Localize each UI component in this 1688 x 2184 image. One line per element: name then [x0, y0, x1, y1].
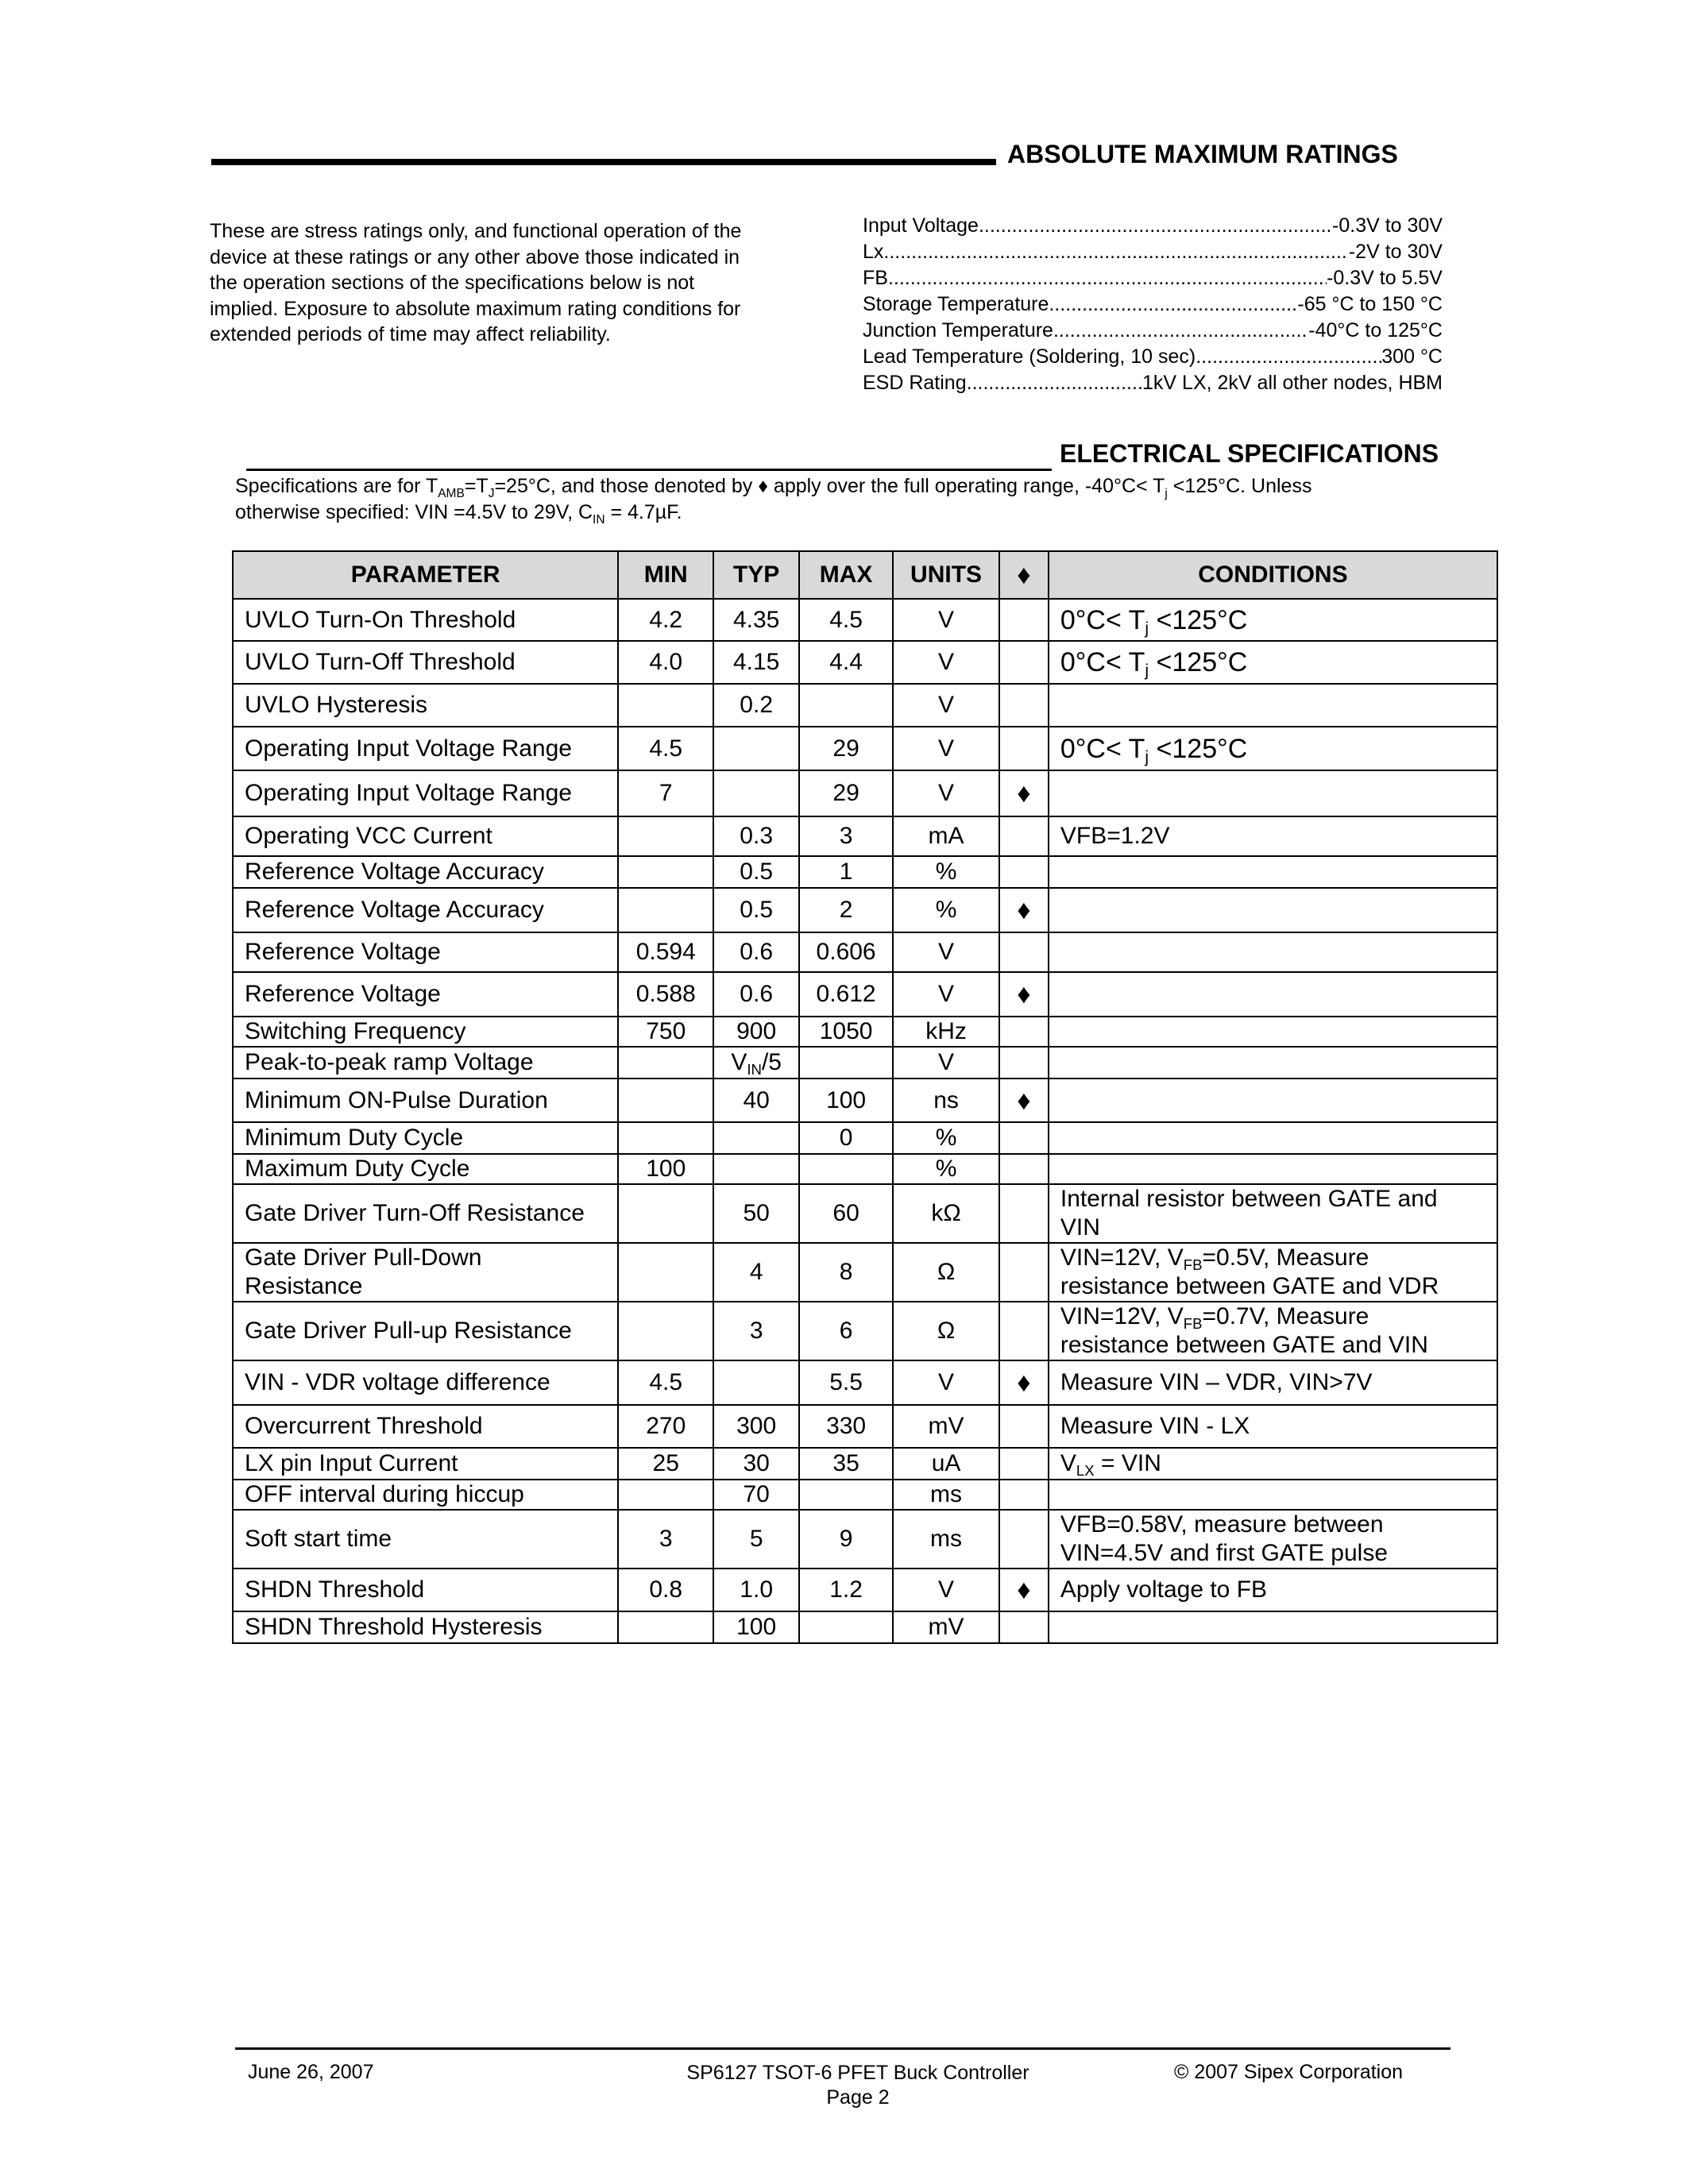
cell-max: 0.612 [799, 972, 893, 1017]
col-header-parameter: PARAMETER [233, 551, 618, 599]
cell-units: V [893, 684, 999, 727]
cell-param: Reference Voltage [233, 972, 618, 1017]
cell-max [799, 1611, 893, 1643]
cell-typ: 0.6 [713, 932, 799, 972]
cell-max: 4.5 [799, 599, 893, 641]
cell-typ: 0.3 [713, 816, 799, 856]
rating-value: 300 °C [1381, 345, 1443, 368]
cell-param: SHDN Threshold Hysteresis [233, 1611, 618, 1643]
rating-value: 1kV LX, 2kV all other nodes, HBM [1142, 372, 1443, 394]
rating-row [863, 344, 1443, 370]
cell-units: V [893, 1569, 999, 1611]
cell-max [799, 684, 893, 727]
cell-param: Gate Driver Turn-Off Resistance [233, 1184, 618, 1243]
cell-conditions [1049, 1480, 1497, 1510]
amr-title: ABSOLUTE MAXIMUM RATINGS [1007, 140, 1398, 168]
cell-typ: 900 [713, 1017, 799, 1047]
col-header-diamond: ♦ [999, 551, 1049, 599]
cell-units: ms [893, 1480, 999, 1510]
table-row [233, 1448, 1497, 1480]
cell-min: 270 [618, 1405, 713, 1448]
cell-min [618, 856, 713, 888]
cell-param: SHDN Threshold [233, 1569, 618, 1611]
cell-units: ms [893, 1510, 999, 1569]
ratings-list [863, 213, 1443, 396]
cell-param: Gate Driver Pull-up Resistance [233, 1302, 618, 1360]
cell-max [799, 1154, 893, 1184]
cell-typ: 0.5 [713, 856, 799, 888]
cell-diamond: ♦ [999, 1569, 1049, 1611]
cell-min [618, 1611, 713, 1643]
cell-diamond [999, 1184, 1049, 1243]
cell-conditions [1049, 856, 1497, 888]
cell-typ: 300 [713, 1405, 799, 1448]
cell-conditions: VFB=0.58V, measure between VIN=4.5V and first GATE pulse [1049, 1510, 1497, 1569]
rating-value: -65 °C to 150 °C [1297, 293, 1443, 315]
cell-min: 4.2 [618, 599, 713, 641]
cell-max: 60 [799, 1184, 893, 1243]
cell-units: V [893, 641, 999, 684]
cell-units: % [893, 1154, 999, 1184]
cell-param: UVLO Turn-Off Threshold [233, 641, 618, 684]
cell-typ [713, 1360, 799, 1405]
cell-max: 0.606 [799, 932, 893, 972]
section-rule [211, 159, 996, 165]
stress-line: the operation sections of the specifications below is not [210, 272, 695, 294]
cell-param: Operating Input Voltage Range [233, 727, 618, 770]
table-row [233, 727, 1497, 770]
cell-conditions: Apply voltage to FB [1049, 1569, 1497, 1611]
cell-min: 7 [618, 770, 713, 816]
cell-diamond [999, 1243, 1049, 1302]
cell-diamond [999, 1448, 1049, 1480]
cell-max: 1.2 [799, 1569, 893, 1611]
table-row [233, 1047, 1497, 1078]
cell-conditions: VIN=12V, $V_{FB}=0.7V$, Measure resistance between GATE and VIN [1049, 1302, 1497, 1360]
table-row [233, 1078, 1497, 1122]
cell-param: Maximum Duty Cycle [233, 1154, 618, 1184]
cell-units: V [893, 770, 999, 816]
cell-diamond [999, 599, 1049, 641]
cell-max: 5.5 [799, 1360, 893, 1405]
cell-diamond [999, 641, 1049, 684]
table-row [233, 932, 1497, 972]
cell-typ [713, 1122, 799, 1154]
cell-max: 0 [799, 1122, 893, 1154]
cell-typ: 5 [713, 1510, 799, 1569]
cell-diamond [999, 1480, 1049, 1510]
rating-label: Junction Temperature [863, 319, 1053, 341]
spec-table [232, 550, 1498, 1644]
cell-conditions: $0^\circ C< T_j <125^\circ C$ [1049, 599, 1497, 641]
cell-min: 0.8 [618, 1569, 713, 1611]
cell-param: Peak-to-peak ramp Voltage [233, 1047, 618, 1078]
cell-min: 4.5 [618, 1360, 713, 1405]
cell-max: 9 [799, 1510, 893, 1569]
cell-typ: 50 [713, 1184, 799, 1243]
stress-note [210, 218, 813, 348]
cell-param: Reference Voltage Accuracy [233, 856, 618, 888]
rating-label: FB [863, 267, 888, 289]
cell-max: 4.4 [799, 641, 893, 684]
cell-conditions [1049, 770, 1497, 816]
cell-units: Ω [893, 1243, 999, 1302]
table-row [233, 770, 1497, 816]
cell-param: Soft start time [233, 1510, 618, 1569]
cell-units: ns [893, 1078, 999, 1122]
cell-typ: 0.6 [713, 972, 799, 1017]
cell-min [618, 816, 713, 856]
cell-max: 1050 [799, 1017, 893, 1047]
cell-typ: $V_{IN}/5$ [713, 1047, 799, 1078]
cell-param: Switching Frequency [233, 1017, 618, 1047]
cell-units: mV [893, 1611, 999, 1643]
table-row [233, 856, 1497, 888]
cell-units: kHz [893, 1017, 999, 1047]
cell-conditions [1049, 972, 1497, 1017]
table-row [233, 1360, 1497, 1405]
rating-label: Input Voltage [863, 214, 979, 237]
cell-diamond [999, 1122, 1049, 1154]
cell-units: V [893, 1047, 999, 1078]
cell-conditions: VFB=1.2V [1049, 816, 1497, 856]
cell-diamond [999, 1302, 1049, 1360]
cell-conditions [1049, 1078, 1497, 1122]
cell-param: VIN - VDR voltage difference [233, 1360, 618, 1405]
cell-min: 3 [618, 1510, 713, 1569]
table-row [233, 1017, 1497, 1047]
cell-diamond [999, 856, 1049, 888]
cell-max: 35 [799, 1448, 893, 1480]
rating-row [863, 370, 1443, 396]
cell-diamond [999, 1611, 1049, 1643]
cell-param: OFF interval during hiccup [233, 1480, 618, 1510]
cell-diamond [999, 1154, 1049, 1184]
cell-max: 3 [799, 816, 893, 856]
cell-max: 8 [799, 1243, 893, 1302]
cell-units: mA [893, 816, 999, 856]
cell-min: 4.5 [618, 727, 713, 770]
cell-min [618, 1047, 713, 1078]
cell-conditions: VIN=12V, $V_{FB}=0.5V$, Measure resistance between GATE and VDR [1049, 1243, 1497, 1302]
cell-param: Minimum ON-Pulse Duration [233, 1078, 618, 1122]
cell-units: V [893, 932, 999, 972]
rating-value: -0.3V to 5.5V [1327, 267, 1443, 289]
cell-param: UVLO Hysteresis [233, 684, 618, 727]
cell-units: V [893, 727, 999, 770]
cell-diamond: ♦ [999, 888, 1049, 932]
cell-param: UVLO Turn-On Threshold [233, 599, 618, 641]
cell-typ [713, 727, 799, 770]
cell-min [618, 888, 713, 932]
cell-max: 29 [799, 770, 893, 816]
col-header-units: UNITS [893, 551, 999, 599]
cell-typ: 30 [713, 1448, 799, 1480]
cell-max: 330 [799, 1405, 893, 1448]
cell-units: % [893, 1122, 999, 1154]
cell-diamond [999, 1017, 1049, 1047]
rating-value: -0.3V to 30V [1332, 214, 1443, 237]
cell-conditions [1049, 1047, 1497, 1078]
table-row [233, 1184, 1497, 1243]
cell-conditions: Measure VIN - LX [1049, 1405, 1497, 1448]
rating-row [863, 318, 1443, 344]
cell-conditions [1049, 1122, 1497, 1154]
cell-conditions [1049, 684, 1497, 727]
cell-typ [713, 1154, 799, 1184]
cell-typ: 100 [713, 1611, 799, 1643]
cell-diamond: ♦ [999, 1078, 1049, 1122]
footer-date: June 26, 2007 [248, 2061, 374, 2083]
cell-min: 4.0 [618, 641, 713, 684]
cell-min [618, 1302, 713, 1360]
cell-typ: 4.15 [713, 641, 799, 684]
table-row [233, 1122, 1497, 1154]
cell-units: V [893, 1360, 999, 1405]
footer-doc-title: SP6127 TSOT-6 PFET Buck Controller [686, 2062, 1029, 2084]
rating-row [863, 291, 1443, 318]
cell-typ: 0.2 [713, 684, 799, 727]
cell-conditions: $V_{LX}$ = VIN [1049, 1448, 1497, 1480]
table-row [233, 1302, 1497, 1360]
cell-min [618, 1078, 713, 1122]
table-row [233, 1510, 1497, 1569]
cell-max: 6 [799, 1302, 893, 1360]
table-row [233, 1154, 1497, 1184]
cell-param: Overcurrent Threshold [233, 1405, 618, 1448]
cell-conditions [1049, 888, 1497, 932]
cell-max [799, 1047, 893, 1078]
cell-diamond [999, 1047, 1049, 1078]
cell-max: 100 [799, 1078, 893, 1122]
cell-typ: 4 [713, 1243, 799, 1302]
cell-typ: 1.0 [713, 1569, 799, 1611]
cell-diamond [999, 727, 1049, 770]
cell-units: % [893, 856, 999, 888]
cell-diamond: ♦ [999, 1360, 1049, 1405]
col-header-typ: TYP [713, 551, 799, 599]
table-row [233, 684, 1497, 727]
cell-units: uA [893, 1448, 999, 1480]
cell-min [618, 1184, 713, 1243]
footer-copyright: © 2007 Sipex Corporation [1174, 2061, 1404, 2083]
cell-param: LX pin Input Current [233, 1448, 618, 1480]
cell-min: 0.594 [618, 932, 713, 972]
cell-min [618, 1122, 713, 1154]
col-header-conditions: CONDITIONS [1049, 551, 1497, 599]
cell-min: 100 [618, 1154, 713, 1184]
cell-diamond [999, 932, 1049, 972]
cell-conditions [1049, 1154, 1497, 1184]
rating-row [863, 239, 1443, 265]
table-row [233, 1480, 1497, 1510]
cell-diamond [999, 1510, 1049, 1569]
table-row [233, 972, 1497, 1017]
stress-line: extended periods of time may affect reliability. [210, 323, 611, 345]
cell-conditions: $0^\circ C< T_j <125^\circ C$ [1049, 727, 1497, 770]
cell-param: Gate Driver Pull-Down Resistance [233, 1243, 618, 1302]
cell-max: 29 [799, 727, 893, 770]
cell-diamond: ♦ [999, 770, 1049, 816]
cell-conditions: $0^\circ C< T_j <125^\circ C$ [1049, 641, 1497, 684]
table-row [233, 888, 1497, 932]
cell-units: Ω [893, 1302, 999, 1360]
rating-label: Lx [863, 241, 884, 263]
cell-min: 750 [618, 1017, 713, 1047]
cell-diamond: ♦ [999, 972, 1049, 1017]
rating-row [863, 213, 1443, 239]
rating-row [863, 265, 1443, 291]
rating-label: Lead Temperature (Soldering, 10 sec) [863, 345, 1196, 368]
cell-param: Minimum Duty Cycle [233, 1122, 618, 1154]
cell-param: Reference Voltage Accuracy [233, 888, 618, 932]
cell-conditions: Internal resistor between GATE and VIN [1049, 1184, 1497, 1243]
cell-conditions [1049, 1611, 1497, 1643]
table-row [233, 641, 1497, 684]
cell-min [618, 684, 713, 727]
cell-min [618, 1480, 713, 1510]
rating-value: -40°C to 125°C [1308, 319, 1443, 341]
cell-units: V [893, 599, 999, 641]
table-row [233, 599, 1497, 641]
cell-typ: 3 [713, 1302, 799, 1360]
cell-min: 25 [618, 1448, 713, 1480]
rating-label: Storage Temperature [863, 293, 1049, 315]
cell-min [618, 1243, 713, 1302]
spec-note: Specifications are for $T_{AMB}=T_J=25^\circ C$, and those denoted by ♦ apply over the full operating range, $-40^\circ C< T_j <125^\circ C$. Unless otherwise specified: VIN =4.5V to 29V, $C_{IN} = 4.7\mu F$. [235, 475, 1312, 527]
footer-center [604, 2061, 1112, 2110]
cell-typ: 40 [713, 1078, 799, 1122]
table-row [233, 816, 1497, 856]
cell-conditions [1049, 932, 1497, 972]
cell-conditions: Measure VIN – VDR, VIN>7V [1049, 1360, 1497, 1405]
footer-rule [235, 2047, 1450, 2050]
cell-diamond [999, 684, 1049, 727]
cell-typ [713, 770, 799, 816]
cell-typ: 0.5 [713, 888, 799, 932]
rating-label: ESD Rating [863, 372, 967, 394]
col-header-min: MIN [618, 551, 713, 599]
stress-line: implied. Exposure to absolute maximum rating conditions for [210, 297, 741, 320]
cell-diamond [999, 816, 1049, 856]
table-row [233, 1243, 1497, 1302]
es-title: ELECTRICAL SPECIFICATIONS [1060, 439, 1439, 468]
table-header-row [233, 551, 1497, 599]
rating-value: -2V to 30V [1348, 241, 1443, 263]
cell-param: Reference Voltage [233, 932, 618, 972]
table-row [233, 1405, 1497, 1448]
cell-units: kΩ [893, 1184, 999, 1243]
cell-min: 0.588 [618, 972, 713, 1017]
cell-max [799, 1480, 893, 1510]
stress-line: These are stress ratings only, and functional operation of the [210, 220, 742, 242]
cell-max: 1 [799, 856, 893, 888]
section-rule [246, 469, 1052, 471]
table-row [233, 1611, 1497, 1643]
footer-page: Page 2 [826, 2086, 890, 2109]
cell-max: 2 [799, 888, 893, 932]
cell-param: Operating Input Voltage Range [233, 770, 618, 816]
cell-conditions [1049, 1017, 1497, 1047]
cell-units: mV [893, 1405, 999, 1448]
cell-param: Operating VCC Current [233, 816, 618, 856]
stress-line: device at these ratings or any other above those indicated in [210, 245, 740, 268]
cell-units: V [893, 972, 999, 1017]
cell-diamond [999, 1405, 1049, 1448]
table-row [233, 1569, 1497, 1611]
col-header-max: MAX [799, 551, 893, 599]
cell-typ: 4.35 [713, 599, 799, 641]
cell-units: % [893, 888, 999, 932]
cell-typ: 70 [713, 1480, 799, 1510]
